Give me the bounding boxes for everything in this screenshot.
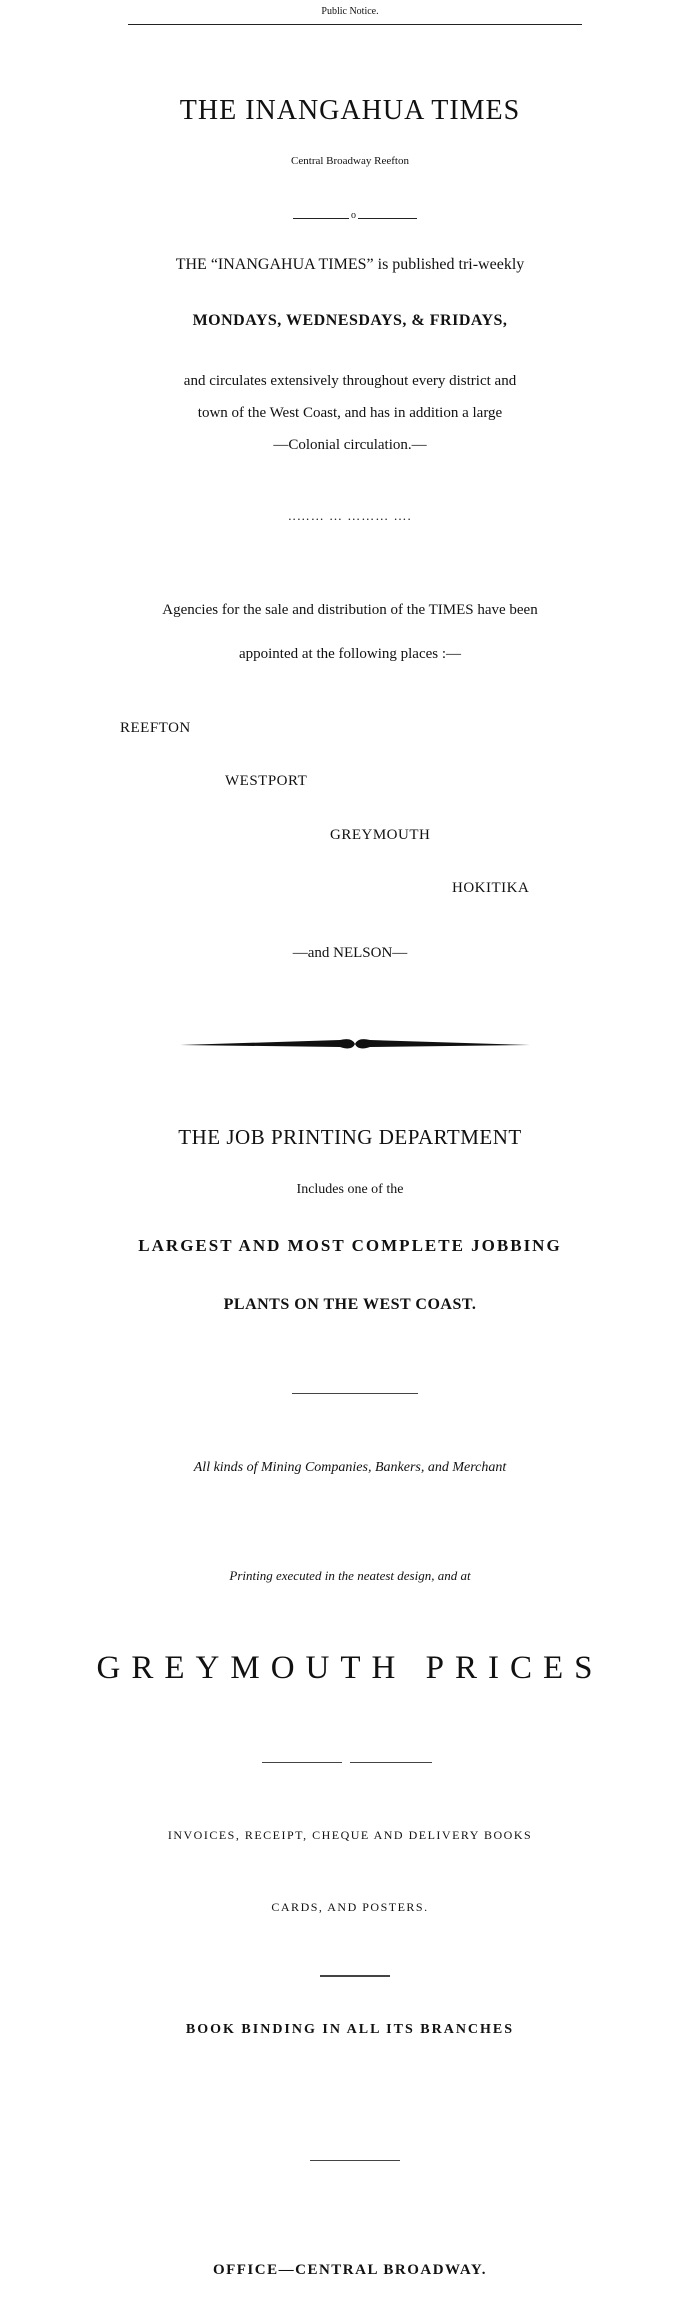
printing-design-line: Printing executed in the neatest design, and at [229, 1568, 471, 1583]
job-printing-headline-2: PLANTS ON THE WEST COAST. [223, 1296, 477, 1313]
publication-days: MONDAYS, WEDNESDAYS, & FRIDAYS, [192, 312, 508, 329]
job-printing-title: THE JOB PRINTING DEPARTMENT [178, 1125, 522, 1149]
short-rule-2b [350, 1762, 432, 1763]
job-printing-subtitle: Includes one of the [296, 1182, 404, 1197]
short-rule-1 [292, 1393, 418, 1394]
job-printing-headline: LARGEST AND MOST COMPLETE JOBBING [138, 1236, 562, 1255]
masthead-address: Central Broadway Reefton [291, 155, 409, 167]
town-reefton: REEFTON [120, 720, 191, 736]
flourish-divider [180, 1035, 530, 1053]
book-binding-line: BOOK BINDING IN ALL ITS BRANCHES [185, 2022, 515, 2037]
cards-posters-line: CARDS, AND POSTERS. [271, 1900, 429, 1914]
greymouth-prices: GREYMOUTH PRICES [96, 1650, 604, 1686]
short-rule-3 [320, 1975, 390, 1977]
invoices-line: INVOICES, RECEIPT, CHEQUE AND DELIVERY BOOKS [167, 1828, 533, 1842]
circulation-line-1: and circulates extensively throughout every district and [183, 373, 517, 389]
header-rule [128, 24, 582, 25]
printing-services-line: All kinds of Mining Companies, Bankers, and Merchant [193, 1460, 507, 1475]
masthead-title: THE INANGAHUA TIMES [179, 95, 521, 126]
agencies-line-1: Agencies for the sale and distribution of the TIMES have been [162, 602, 538, 618]
town-hokitika: HOKITIKA [452, 880, 530, 896]
section-header: Public Notice. [321, 6, 379, 17]
circulation-line-3: —Colonial circulation.— [273, 437, 427, 453]
ornament-rule [293, 218, 417, 219]
agencies-line-2: appointed at the following places :— [238, 646, 462, 662]
office-address: OFFICE—CENTRAL BROADWAY. [212, 2262, 488, 2278]
short-rule-4 [310, 2160, 400, 2161]
town-westport: WESTPORT [225, 773, 308, 789]
circulation-line-2: town of the West Coast, and has in addition a large [197, 405, 503, 421]
short-rule-2a [262, 1762, 342, 1763]
circulation-text [0, 365, 700, 461]
town-greymouth: GREYMOUTH [330, 827, 431, 843]
agencies-text [0, 588, 700, 676]
publication-notice: THE “INANGAHUA TIMES” is published tri-weekly [175, 256, 525, 273]
dotted-separator: ..…… … ……… …. [288, 508, 412, 523]
town-nelson: —and NELSON— [292, 945, 408, 961]
